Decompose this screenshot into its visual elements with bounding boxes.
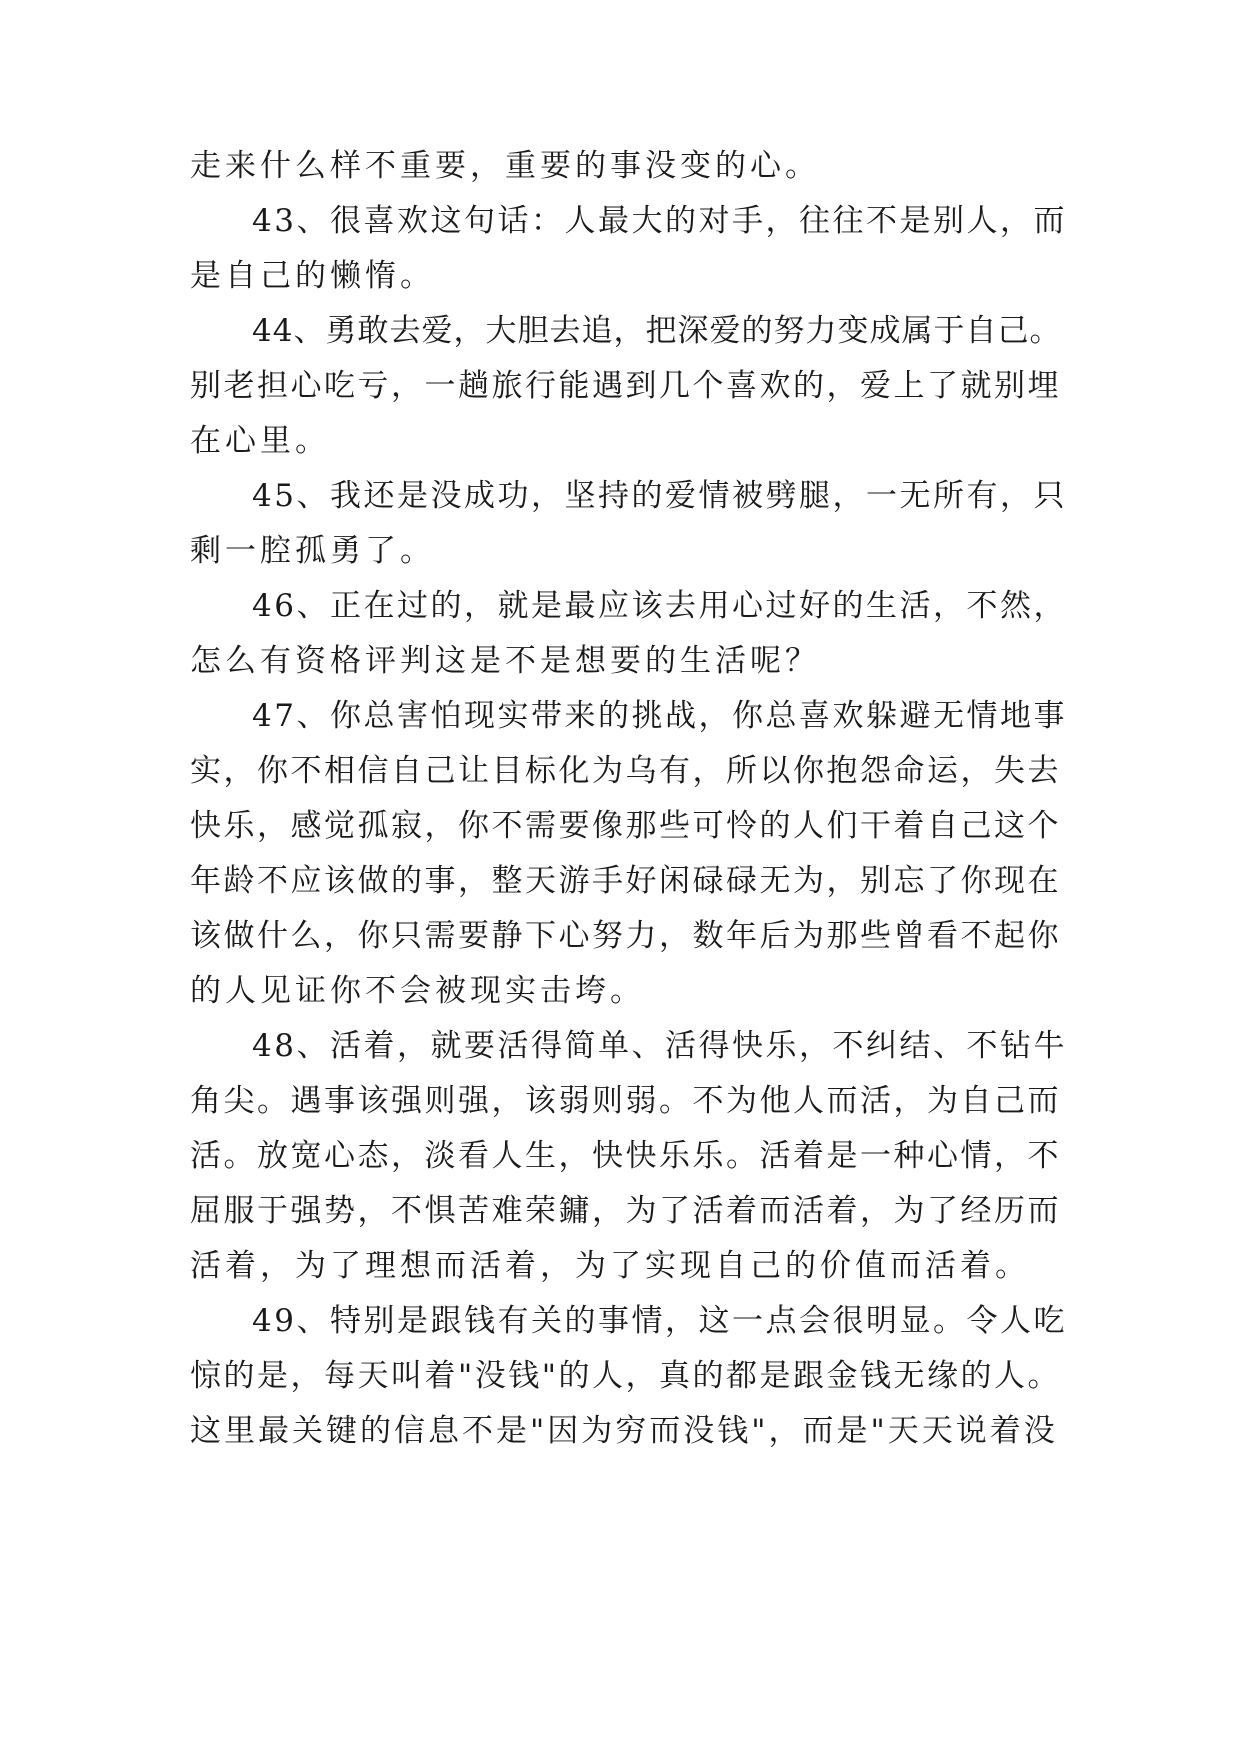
text-line: 49、特别是跟钱有关的事情，这一点会很明显。令人吃 bbox=[252, 1303, 1067, 1339]
text-line: 48、活着，就要活得简单、活得快乐，不纠结、不钻牛 bbox=[252, 1028, 1067, 1064]
text-line: 的人见证你不会被现实击垮。 bbox=[190, 973, 645, 1009]
text-line: 46、正在过的，就是最应该去用心过好的生活，不然， bbox=[252, 588, 1067, 624]
text-line: 年龄不应该做的事，整天游手好闲碌碌无为，别忘了你现在 bbox=[190, 863, 1061, 899]
text-line: 这里最关键的信息不是"因为穷而没钱"，而是"天天说着没 bbox=[190, 1413, 1058, 1449]
text-line: 别老担心吃亏，一趟旅行能遇到几个喜欢的，爱上了就别埋 bbox=[190, 368, 1061, 404]
text-line: 角尖。遇事该强则强，该弱则弱。不为他人而活，为自己而 bbox=[190, 1083, 1061, 1119]
text-line: 43、很喜欢这句话：人最大的对手，往往不是别人，而 bbox=[252, 203, 1067, 239]
text-line: 该做什么，你只需要静下心努力，数年后为那些曾看不起你 bbox=[190, 918, 1061, 954]
text-line: 走来什么样不重要，重要的事没变的心。 bbox=[190, 148, 820, 184]
text-line: 怎么有资格评判这是不是想要的生活呢？ bbox=[190, 643, 820, 679]
text-line: 活。放宽心态，淡看人生，快快乐乐。活着是一种心情，不 bbox=[190, 1138, 1061, 1174]
text-line: 实，你不相信自己让目标化为乌有，所以你抱怨命运，失去 bbox=[190, 753, 1061, 789]
text-line: 快乐，感觉孤寂，你不需要像那些可怜的人们干着自己这个 bbox=[190, 808, 1061, 844]
text-line: 45、我还是没成功，坚持的爱情被劈腿，一无所有，只 bbox=[252, 478, 1067, 514]
text-line: 是自己的懒惰。 bbox=[190, 258, 435, 294]
text-line: 活着，为了理想而活着，为了实现自己的价值而活着。 bbox=[190, 1248, 1030, 1284]
text-line: 47、你总害怕现实带来的挑战，你总喜欢躲避无情地事 bbox=[252, 698, 1067, 734]
text-line: 在心里。 bbox=[190, 423, 330, 459]
text-line: 惊的是，每天叫着"没钱"的人，真的都是跟金钱无缘的人。 bbox=[190, 1358, 1062, 1394]
text-line: 44、勇敢去爱，大胆去追，把深爱的努力变成属于自己。 bbox=[252, 313, 1062, 349]
text-line: 剩一腔孤勇了。 bbox=[190, 533, 435, 569]
text-line: 屈服于强势，不惧苦难荣鏞，为了活着而活着，为了经历而 bbox=[190, 1193, 1061, 1229]
